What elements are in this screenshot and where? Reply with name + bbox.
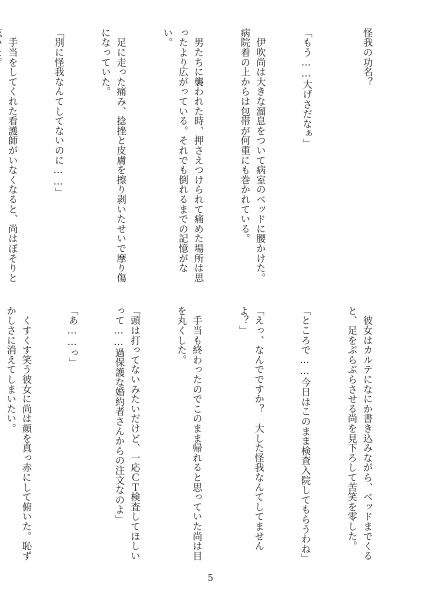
paragraph: 「別に怪我なんてしてないのに……」 (52, 28, 64, 198)
bottom-text-band (4, 306, 405, 564)
paragraph: くすくす笑う彼女に尚は顔を真っ赤にして俯いた。恥ずかしさに消えてしまいたい。 (4, 306, 31, 561)
paragraph: 「ところで……今日はこのまま検査入院してもらうわね」 (299, 306, 310, 564)
paragraph: 手当をしてくれた看護師がいなくなると、尚はぼそりと (6, 37, 17, 283)
paragraph: 彼女はカルテになにか書き込みながら、ベッドまでくると、足をぶらぶらさせる尚を見下ろして苦笑を零した。 (345, 306, 372, 561)
paragraph: 「えっ、なんでですか？ 大した怪我なんてしてませんよ？」 (237, 306, 264, 551)
paragraph: 足に走った痛み、捻挫と皮膚を擦り剥いたせいで摩り傷になっていた。 (99, 28, 126, 283)
paragraph: 「頭は打ってないみたいだけど、一応ＣＴ検査してほしいって……過保護な婚約者さんからの注文なのよ」 (113, 306, 140, 561)
paragraph: 伊吹尚は大きな溜息をついて病室のベッドに腰かけた。病院着の上からは包帯が何重にも巻かれている。 (238, 28, 265, 283)
paragraph: 手当も終わったのでこのまま帰れると思っていた尚は目を丸くした。 (175, 306, 202, 561)
section-heading: 怪我の功名？ (361, 28, 372, 87)
paragraph: 男たちに襲われた時、押さえつけられて痛めた場所は思ったより広がっている。それでも倒れるまでの記憶がない。 (161, 28, 203, 283)
paragraph: 「あ……っ」 (66, 306, 78, 368)
page-number: 5 (207, 574, 214, 584)
paragraph: 「もう……大げさだなぁ」 (300, 28, 312, 149)
top-text-band (6, 28, 405, 286)
